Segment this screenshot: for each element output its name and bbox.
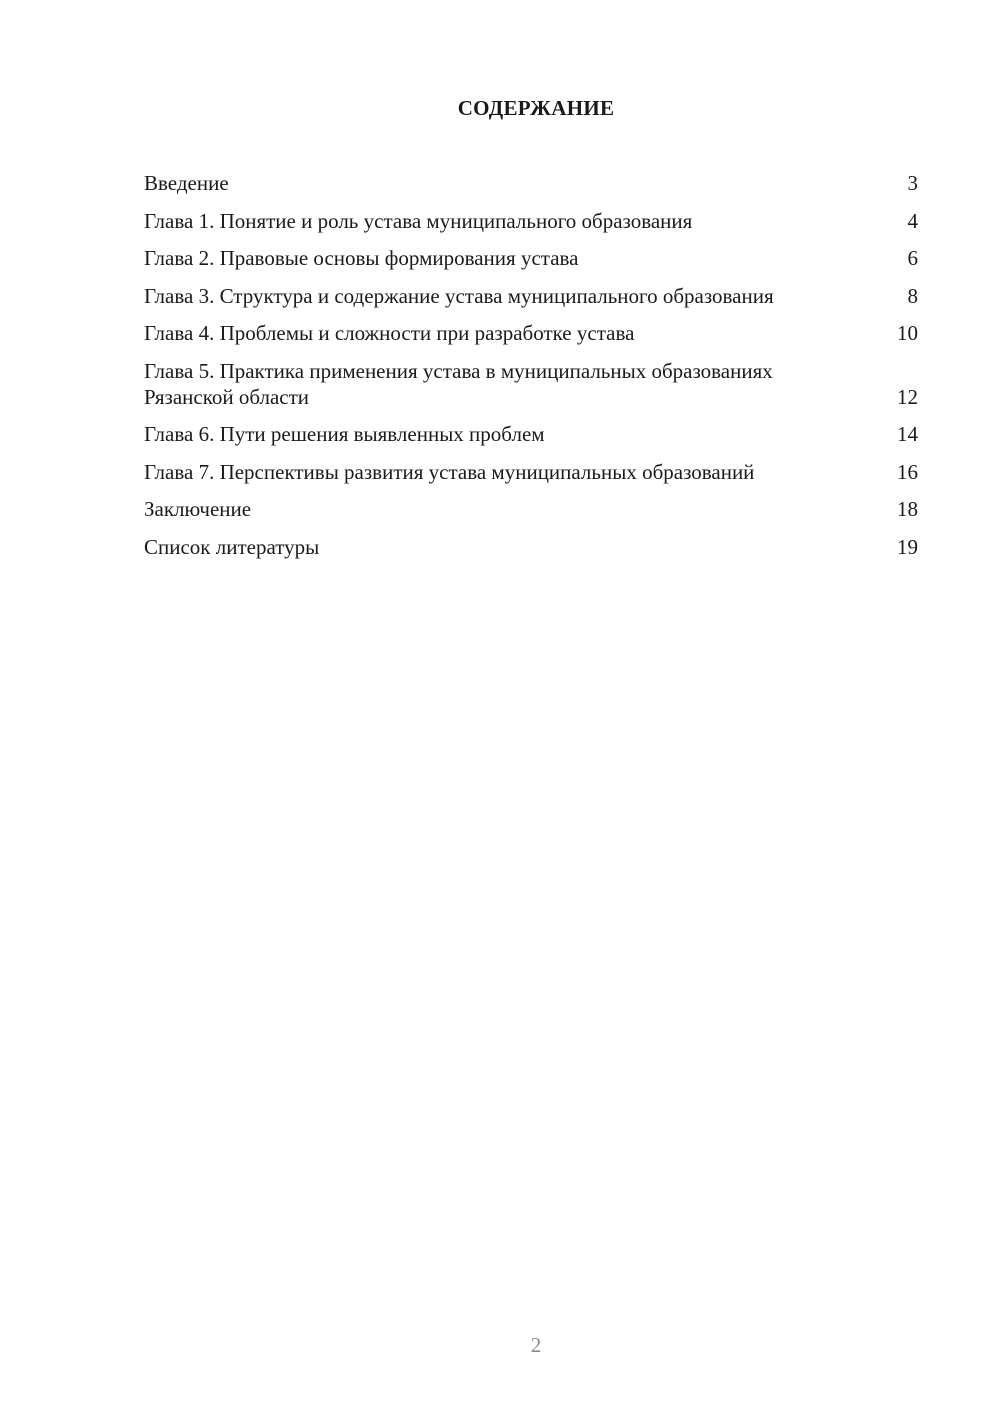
toc-entry-page: 3 [907,171,918,195]
table-of-contents [144,170,918,571]
toc-entry-page: 18 [897,497,918,521]
toc-entry-page: 8 [907,283,918,308]
toc-entry-chapter-2 [144,245,918,271]
toc-entry-page: 19 [897,534,918,559]
toc-entry-introduction [144,170,918,196]
toc-entry-title: Введение [144,171,229,195]
toc-entry-references [144,534,918,560]
toc-entry-page: 12 [897,384,918,409]
toc-entry-page: 16 [897,459,918,484]
toc-entry-page: 6 [907,246,918,270]
toc-entry-title: Глава 3. Структура и содержание устава муниципального образования [144,283,774,308]
toc-entry-page: 4 [907,208,918,233]
toc-entry-title: Глава 5. Практика применения устава в муниципальных образованиях Рязанской области [144,358,773,409]
toc-entry-title: Глава 2. Правовые основы формирования устава [144,246,579,270]
toc-entry-chapter-5 [144,358,918,410]
toc-entry-page: 14 [897,422,918,446]
toc-heading: СОДЕРЖАНИЕ [457,96,615,120]
toc-entry-conclusion [144,496,918,522]
page-number: 2 [530,1333,542,1357]
toc-entry-page: 10 [897,321,918,345]
toc-entry-title: Глава 4. Проблемы и сложности при разработке устава [144,321,635,345]
toc-entry-title: Список литературы [144,534,320,559]
toc-entry-chapter-3 [144,283,918,309]
toc-entry-title: Глава 1. Понятие и роль устава муниципального образования [144,208,693,233]
toc-entry-title: Заключение [144,497,252,521]
toc-entry-chapter-1 [144,208,918,234]
toc-entry-title: Глава 7. Перспективы развития устава муниципальных образований [144,459,755,484]
toc-entry-chapter-6 [144,421,918,447]
toc-entry-chapter-4 [144,320,918,346]
toc-entry-title: Глава 6. Пути решения выявленных проблем [144,422,545,446]
toc-entry-chapter-7 [144,459,918,485]
